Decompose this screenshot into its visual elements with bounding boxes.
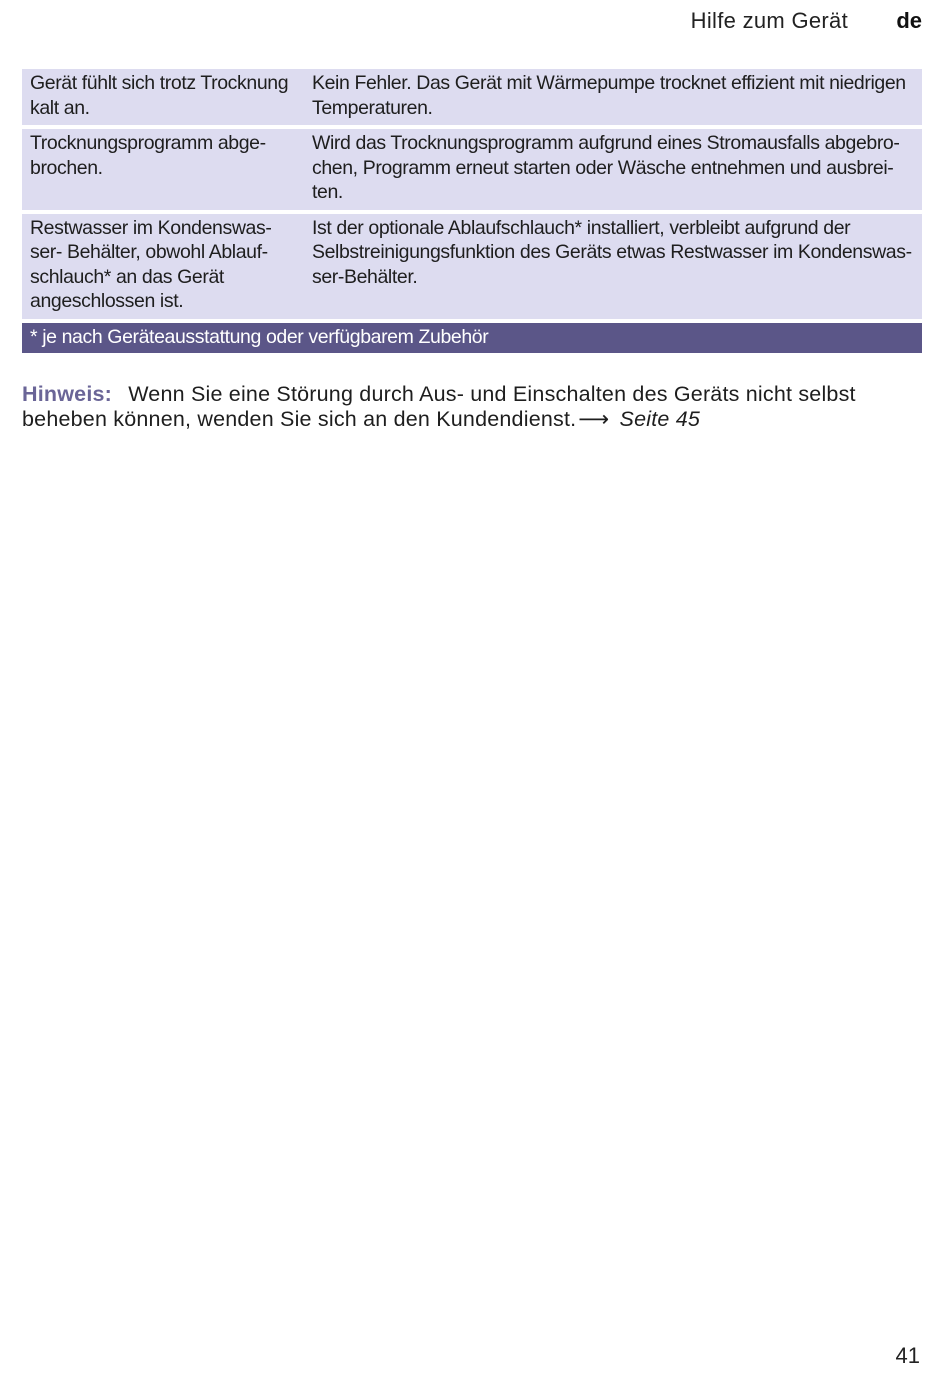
fault-cell: Restwasser im Kondenswas-ser- Behälter, obwohl Ablauf-schlauch* an das Gerät angeschlossen ist. [22,214,304,323]
hint-label: Hinweis: [22,382,113,406]
table-row [22,214,922,323]
arrow-right-icon: ⟶ [578,406,610,431]
page-number: 41 [895,1343,920,1368]
table-footnote: * je nach Geräteausstattung oder verfügbarem Zubehör [22,323,922,354]
remedy-cell: Kein Fehler. Das Gerät mit Wärmepumpe trocknet effizient mit niedrigen Temperaturen. [304,69,922,129]
troubleshooting-table [22,69,922,353]
fault-cell: Trocknungsprogramm abge-brochen. [22,129,304,214]
remedy-cell: Ist der optionale Ablaufschlauch* installiert, verbleibt aufgrund der Selbstreinigungsfunktion des Geräts etwas Restwasser im Kondenswas-ser-Behälter. [304,214,922,323]
chapter-title: Hilfe zum Gerät [690,8,848,33]
page-reference-link[interactable]: Seite 45 [619,406,701,431]
page-header [0,8,950,36]
footnote-row [22,323,922,354]
table-row [22,69,922,129]
table-row [22,129,922,214]
hint-text: Wenn Sie eine Störung durch Aus- und Einschalten des Geräts nicht selbst beheben können, wenden Sie sich an den Kundendienst. [22,382,856,431]
language-code: de [896,8,922,33]
hint-note [22,382,902,431]
remedy-cell: Wird das Trocknungsprogramm aufgrund eines Stromausfalls abgebro-chen, Programm erneut starten oder Wäsche entnehmen und ausbrei-ten. [304,129,922,214]
fault-cell: Gerät fühlt sich trotz Trocknung kalt an. [22,69,304,129]
